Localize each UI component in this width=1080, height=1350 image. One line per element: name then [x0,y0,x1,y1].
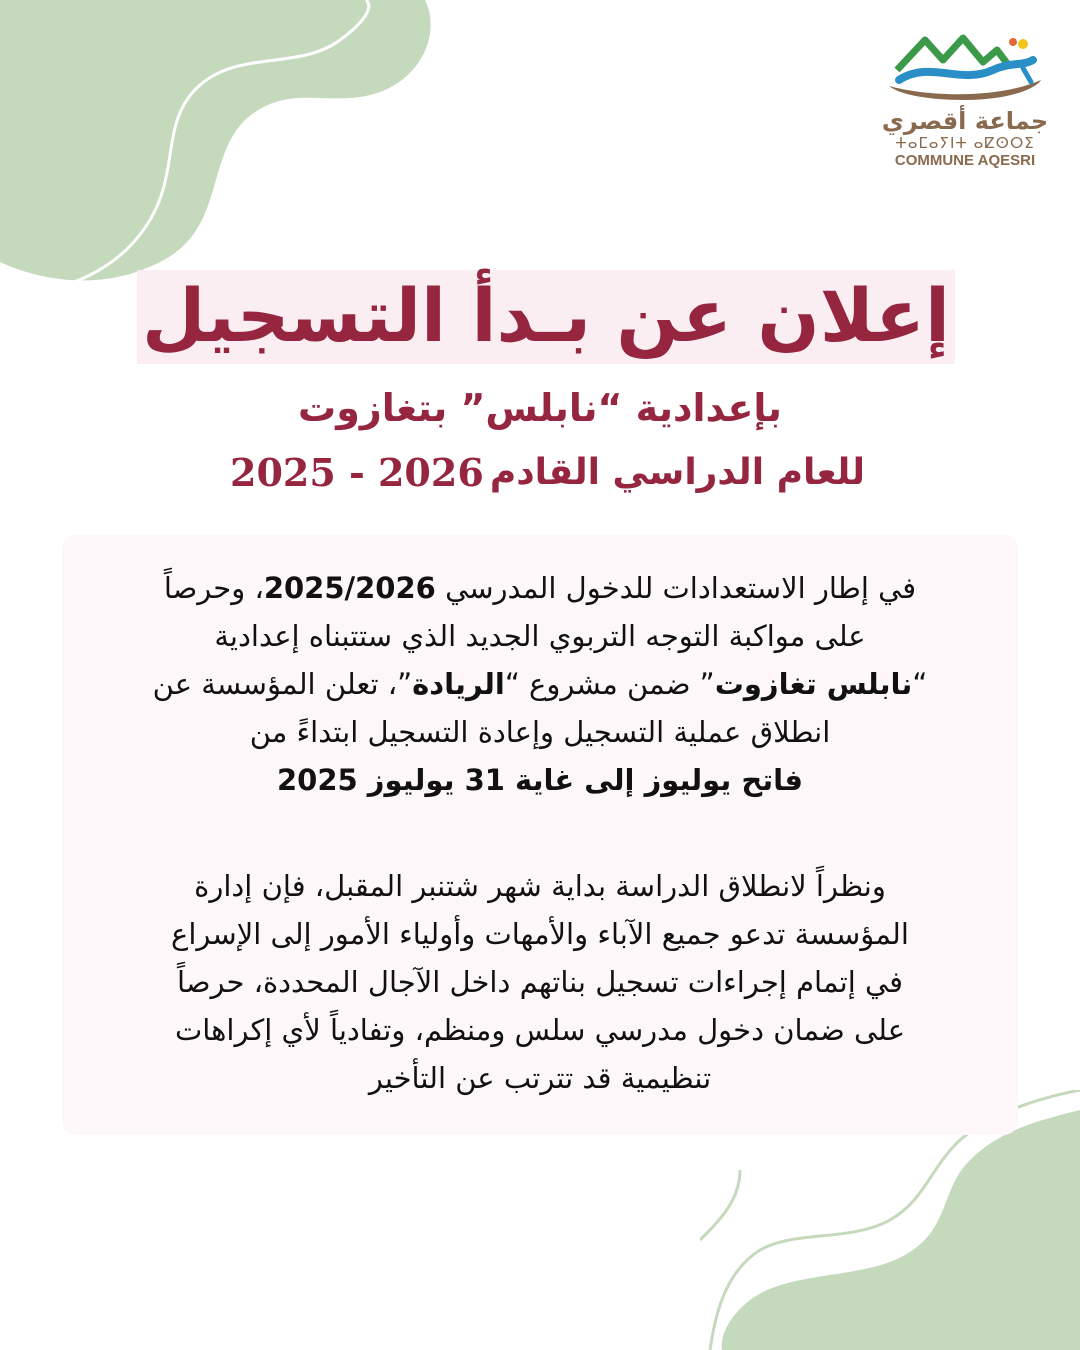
text-line: في إتمام إجراءات تسجيل بناتهم داخل الآجال المحددة، حرصاً [176,965,904,999]
school-name-bold: نابلس تغازوت [714,667,913,701]
paragraph-call-to-parents [75,862,1005,1102]
text-line: تنظيمية قد تترتب عن التأخير [368,1061,712,1095]
mountains-river-logo-icon [885,30,1045,102]
text-line [75,564,1005,612]
text-segment: في إطار الاستعدادات للدخول المدرسي [435,571,917,605]
school-year-line [160,443,920,503]
paragraph-registration [75,564,1005,804]
text-segment: ”، تعلن المؤسسة عن [152,667,413,701]
text-line [75,660,1005,708]
school-year-range: 2025 - 2026 [230,450,484,495]
text-segment: ، وحرصاً [163,571,264,605]
commune-logo [880,30,1050,190]
text-line: على مواكبة التوجه التربوي الجديد الذي ستتبناه إعدادية [214,619,866,653]
school-year-bold: 2025/2026 [263,571,436,605]
project-name-bold: الريادة [412,667,505,701]
text-segment: ” ضمن مشروع “ [504,667,715,701]
decorative-green-blob-top [0,0,440,300]
text-line: ونظراً لانطلاق الدراسة بداية شهر شتنبر المقبل، فإن إدارة [194,869,886,903]
text-line: المؤسسة تدعو جميع الآباء والأمهات وأولياء الأمور إلى الإسراع [171,917,909,951]
registration-dates-bold: فاتح يوليوز إلى غاية 31 يوليوز 2025 [276,763,804,797]
logo-name-tifinagh: ⵜⴰⵎⴰⵢⵏⵜ ⴰⵇⵙⵔⵉ [895,134,1035,152]
logo-name-french: COMMUNE AQESRI [894,152,1036,169]
school-subtitle: بإعدادية “نابلس” بتغازوت [298,386,782,430]
school-year-label: للعام الدراسي القادم [489,452,865,493]
logo-name-arabic: جماعة أقصري [881,107,1049,135]
registration-period [75,756,1005,804]
text-segment: “ [912,667,928,701]
page-title: إعلان عن بـدأ التسجيل [141,274,951,359]
text-line: على ضمان دخول مدرسي سلس ومنظم، وتفادياً لأي إكراهات [174,1013,906,1047]
text-line: انطلاق عملية التسجيل وإعادة التسجيل ابتداءً من [249,715,831,749]
